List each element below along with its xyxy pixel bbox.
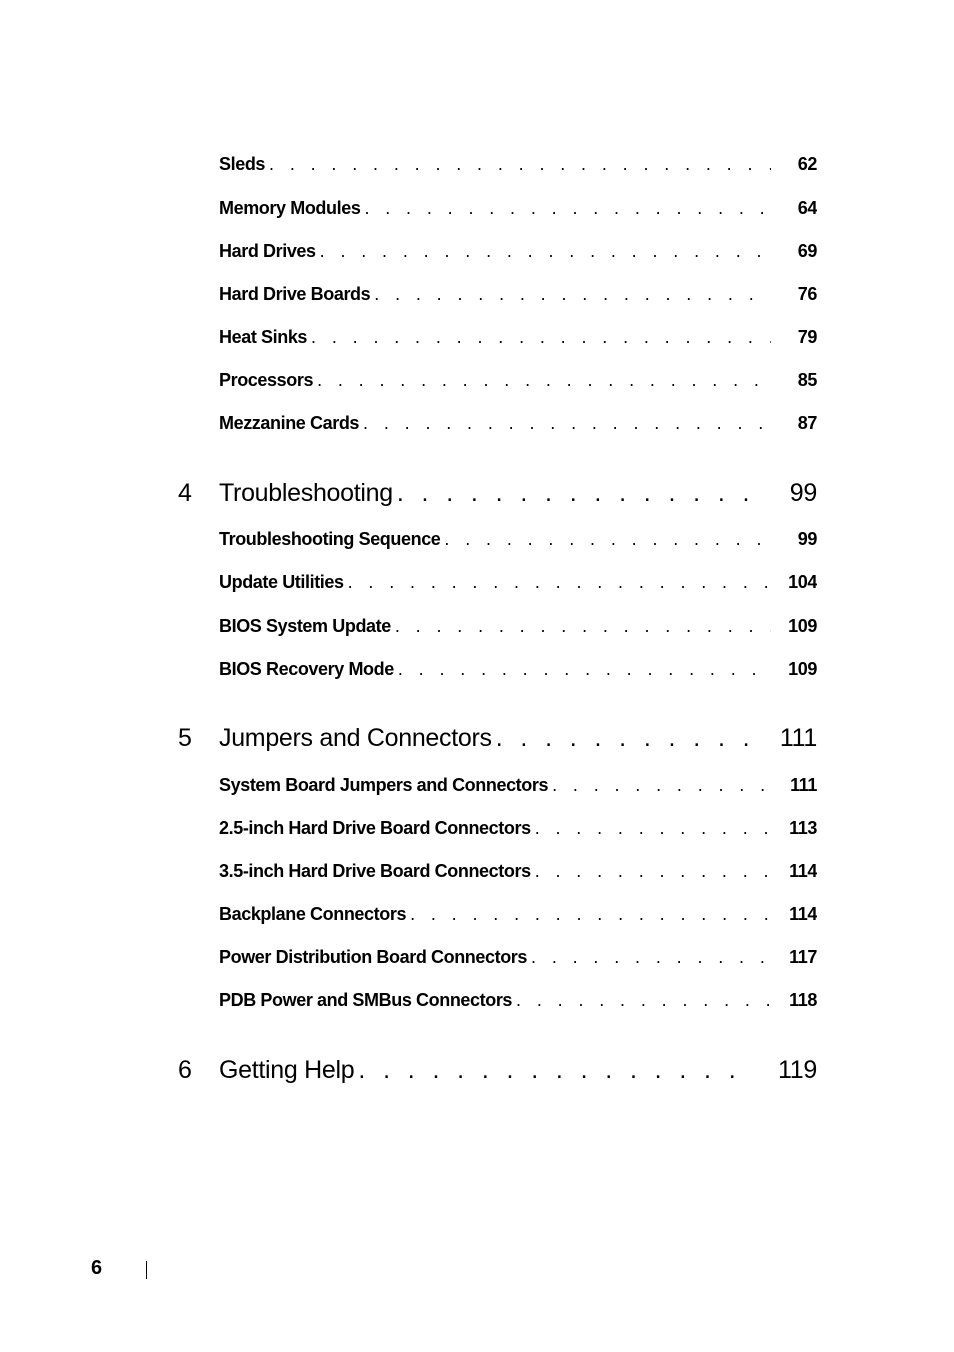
toc-entry-bios-recovery-mode[interactable] [219, 659, 817, 680]
toc-chapter-jumpers-and-connectors[interactable] [219, 724, 817, 753]
toc-entry-update-utilities[interactable] [219, 572, 817, 593]
toc-entry-page: 109 [788, 616, 817, 636]
toc-entry-page: 64 [797, 198, 817, 218]
toc-dot-leader [535, 861, 771, 882]
toc-chapter-page: 119 [778, 1056, 817, 1084]
toc-dot-leader [269, 154, 771, 175]
toc-chapter-page: 111 [779, 724, 817, 752]
toc-entry-title: Mezzanine Cards [219, 413, 360, 433]
toc-entry-power-distribution-board-connectors[interactable] [219, 947, 817, 968]
toc-entry-title: System Board Jumpers and Connectors [219, 775, 549, 795]
toc-entry-title: Sleds [219, 154, 266, 174]
toc-dot-leader [552, 775, 771, 796]
toc-entry-page: 85 [797, 370, 817, 390]
toc-entry-title: Heat Sinks [219, 327, 308, 347]
toc-entry-page: 104 [788, 572, 817, 592]
toc-dot-leader [535, 818, 771, 839]
toc-dot-leader [317, 370, 771, 391]
toc-dot-leader [374, 284, 771, 305]
toc-dot-leader [311, 327, 771, 348]
toc-entry-page: 117 [789, 947, 817, 967]
toc-dot-leader [363, 413, 771, 434]
chapter-number: 6 [178, 1056, 192, 1084]
toc-entry-title: Processors [219, 370, 314, 390]
toc-dot-leader [358, 1056, 755, 1085]
toc-dot-leader [444, 529, 771, 550]
toc-entry-page: 114 [789, 904, 817, 924]
toc-entry-processors[interactable] [219, 370, 817, 391]
toc-entry-title: Troubleshooting Sequence [219, 529, 441, 549]
toc-entry-title: 3.5-inch Hard Drive Board Connectors [219, 861, 531, 881]
toc-entry-title: Hard Drive Boards [219, 284, 371, 304]
toc-entry-title: Backplane Connectors [219, 904, 407, 924]
toc-entry-page: 87 [797, 413, 817, 433]
toc-entry-title: Update Utilities [219, 572, 344, 592]
chapter-number: 4 [178, 479, 192, 507]
toc-chapter-title: Troubleshooting [219, 479, 393, 507]
toc-entry-hard-drive-boards[interactable] [219, 284, 817, 305]
toc-chapter-troubleshooting[interactable] [219, 479, 817, 508]
toc-entry-title: PDB Power and SMBus Connectors [219, 990, 513, 1010]
toc-chapter-title: Getting Help [219, 1056, 355, 1084]
toc-entry-title: Hard Drives [219, 241, 316, 261]
toc-entry-3-5-inch-hard-drive-board-connectors[interactable] [219, 861, 817, 882]
toc-dot-leader [398, 659, 771, 680]
toc-dot-leader [348, 572, 771, 593]
toc-entry-backplane-connectors[interactable] [219, 904, 817, 925]
toc-entry-page: 79 [797, 327, 817, 347]
toc-entry-mezzanine-cards[interactable] [219, 413, 817, 434]
toc-entry-page: 118 [789, 990, 817, 1010]
toc-entry-page: 111 [790, 775, 817, 795]
toc-dot-leader [496, 724, 755, 753]
toc-entry-page: 113 [789, 818, 817, 838]
toc-dot-leader [531, 947, 771, 968]
toc-entry-page: 69 [797, 241, 817, 261]
footer-page-number: 6 [91, 1257, 103, 1279]
toc-entry-memory-modules[interactable] [219, 198, 817, 219]
footer-divider [146, 1261, 147, 1279]
toc-dot-leader [364, 198, 771, 219]
toc-chapter-page: 99 [789, 479, 817, 507]
toc-entry-pdb-power-and-smbus-connectors[interactable] [219, 990, 817, 1011]
toc-entry-troubleshooting-sequence[interactable] [219, 529, 817, 550]
toc-dot-leader [395, 616, 771, 637]
toc-entry-title: BIOS Recovery Mode [219, 659, 394, 679]
toc-entry-title: BIOS System Update [219, 616, 391, 636]
toc-dot-leader [410, 904, 771, 925]
toc-entry-page: 99 [797, 529, 817, 549]
toc-entry-title: Power Distribution Board Connectors [219, 947, 528, 967]
toc-entry-hard-drives[interactable] [219, 241, 817, 262]
toc-entry-page: 76 [797, 284, 817, 304]
toc-dot-leader [516, 990, 771, 1011]
toc-chapter-getting-help[interactable] [219, 1056, 817, 1085]
toc-entry-title: Memory Modules [219, 198, 361, 218]
toc-entry-bios-system-update[interactable] [219, 616, 817, 637]
toc-entry-sleds[interactable] [219, 154, 817, 175]
toc-entry-system-board-jumpers[interactable] [219, 775, 817, 796]
toc-entry-page: 114 [789, 861, 817, 881]
toc-entry-page: 109 [788, 659, 817, 679]
toc-entry-title: 2.5-inch Hard Drive Board Connectors [219, 818, 531, 838]
toc-entry-2-5-inch-hard-drive-board-connectors[interactable] [219, 818, 817, 839]
toc-dot-leader [397, 479, 755, 508]
chapter-number: 5 [178, 724, 192, 752]
toc-chapter-title: Jumpers and Connectors [219, 724, 492, 752]
toc-dot-leader [320, 241, 771, 262]
toc-entry-page: 62 [797, 154, 817, 174]
toc-entry-heat-sinks[interactable] [219, 327, 817, 348]
